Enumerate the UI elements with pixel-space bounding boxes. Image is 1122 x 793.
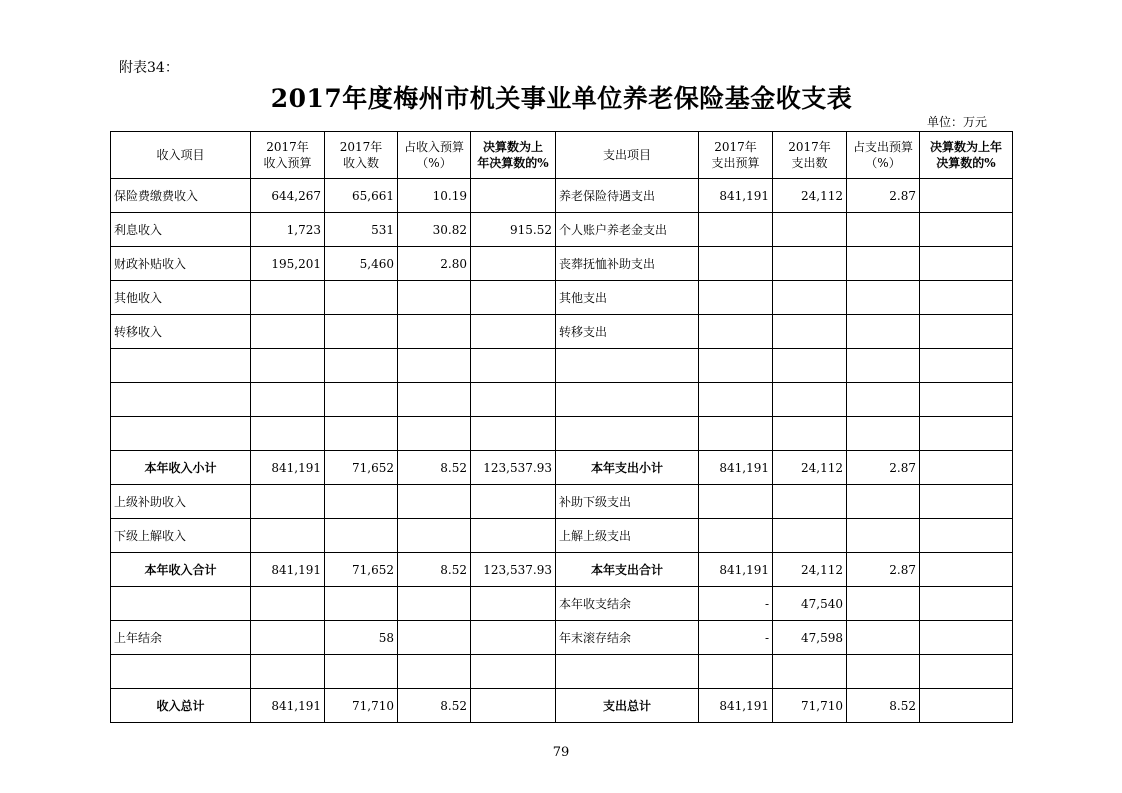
income-budget-cell xyxy=(251,519,325,553)
income-pct-cell xyxy=(398,349,471,383)
header-expense-actual: 2017年 支出数 xyxy=(773,132,847,179)
expense-item-cell xyxy=(556,417,699,451)
income-pct-cell xyxy=(398,587,471,621)
expense-pct-cell xyxy=(847,621,920,655)
expense-pct-cell xyxy=(847,349,920,383)
income-actual-cell xyxy=(325,315,398,349)
expense-pct-cell xyxy=(847,247,920,281)
header-row xyxy=(111,132,1013,179)
expense-actual-cell xyxy=(773,655,847,689)
total-row xyxy=(111,451,1013,485)
income-item-cell: 收入总计 xyxy=(111,689,251,723)
table-row xyxy=(111,349,1013,383)
expense-pct-cell xyxy=(847,383,920,417)
income-actual-cell: 531 xyxy=(325,213,398,247)
income-item-cell: 财政补贴收入 xyxy=(111,247,251,281)
income-pct-cell xyxy=(398,655,471,689)
expense-ratio-cell xyxy=(920,281,1013,315)
expense-ratio-cell xyxy=(920,621,1013,655)
total-row xyxy=(111,689,1013,723)
expense-pct-cell xyxy=(847,655,920,689)
expense-item-cell: 本年支出合计 xyxy=(556,553,699,587)
income-item-cell xyxy=(111,349,251,383)
income-budget-cell xyxy=(251,315,325,349)
income-ratio-cell xyxy=(471,621,556,655)
table-row xyxy=(111,621,1013,655)
expense-ratio-cell xyxy=(920,689,1013,723)
expense-item-cell: 其他支出 xyxy=(556,281,699,315)
expense-ratio-cell xyxy=(920,247,1013,281)
income-actual-cell xyxy=(325,519,398,553)
expense-ratio-cell xyxy=(920,349,1013,383)
expense-ratio-cell xyxy=(920,417,1013,451)
income-pct-cell: 30.82 xyxy=(398,213,471,247)
income-actual-cell: 5,460 xyxy=(325,247,398,281)
income-ratio-cell xyxy=(471,349,556,383)
income-item-cell xyxy=(111,587,251,621)
expense-budget-cell xyxy=(699,655,773,689)
expense-actual-cell: 24,112 xyxy=(773,553,847,587)
income-pct-cell xyxy=(398,315,471,349)
income-pct-cell xyxy=(398,485,471,519)
expense-item-cell: 本年支出小计 xyxy=(556,451,699,485)
expense-budget-cell xyxy=(699,315,773,349)
income-actual-cell: 71,652 xyxy=(325,451,398,485)
income-budget-cell xyxy=(251,281,325,315)
expense-actual-cell: 71,710 xyxy=(773,689,847,723)
expense-actual-cell xyxy=(773,281,847,315)
expense-budget-cell xyxy=(699,281,773,315)
income-budget-cell xyxy=(251,587,325,621)
header-income-item: 收入项目 xyxy=(111,132,251,179)
expense-item-cell: 个人账户养老金支出 xyxy=(556,213,699,247)
income-ratio-cell xyxy=(471,689,556,723)
expense-ratio-cell xyxy=(920,451,1013,485)
income-budget-cell xyxy=(251,485,325,519)
income-budget-cell xyxy=(251,383,325,417)
expense-budget-cell xyxy=(699,383,773,417)
income-budget-cell: 1,723 xyxy=(251,213,325,247)
income-actual-cell xyxy=(325,281,398,315)
expense-pct-cell: 2.87 xyxy=(847,451,920,485)
expense-budget-cell xyxy=(699,417,773,451)
income-pct-cell: 10.19 xyxy=(398,179,471,213)
table-row xyxy=(111,587,1013,621)
income-actual-cell: 65,661 xyxy=(325,179,398,213)
expense-item-cell: 养老保险待遇支出 xyxy=(556,179,699,213)
expense-item-cell: 丧葬抚恤补助支出 xyxy=(556,247,699,281)
expense-item-cell: 转移支出 xyxy=(556,315,699,349)
expense-item-cell xyxy=(556,655,699,689)
income-actual-cell: 71,710 xyxy=(325,689,398,723)
expense-item-cell xyxy=(556,349,699,383)
income-pct-cell xyxy=(398,417,471,451)
expense-actual-cell xyxy=(773,383,847,417)
expense-pct-cell xyxy=(847,587,920,621)
expense-budget-cell: 841,191 xyxy=(699,689,773,723)
income-item-cell: 上年结余 xyxy=(111,621,251,655)
expense-budget-cell: - xyxy=(699,587,773,621)
income-pct-cell xyxy=(398,383,471,417)
income-budget-cell: 195,201 xyxy=(251,247,325,281)
table-row xyxy=(111,281,1013,315)
expense-actual-cell xyxy=(773,519,847,553)
table-row xyxy=(111,485,1013,519)
income-item-cell: 保险费缴费收入 xyxy=(111,179,251,213)
fund-table xyxy=(110,131,1013,723)
expense-actual-cell xyxy=(773,485,847,519)
expense-ratio-cell xyxy=(920,519,1013,553)
income-ratio-cell: 915.52 xyxy=(471,213,556,247)
expense-item-cell: 年末滚存结余 xyxy=(556,621,699,655)
header-income-actual: 2017年 收入数 xyxy=(325,132,398,179)
expense-actual-cell xyxy=(773,213,847,247)
header-expense-ratio: 决算数为上年 决算数的% xyxy=(920,132,1013,179)
income-budget-cell: 841,191 xyxy=(251,553,325,587)
page-number: 79 xyxy=(552,745,570,760)
income-ratio-cell xyxy=(471,281,556,315)
expense-ratio-cell xyxy=(920,213,1013,247)
expense-budget-cell xyxy=(699,519,773,553)
expense-budget-cell: 841,191 xyxy=(699,553,773,587)
expense-pct-cell: 2.87 xyxy=(847,553,920,587)
income-ratio-cell xyxy=(471,587,556,621)
header-income-budget: 2017年 收入预算 xyxy=(251,132,325,179)
income-pct-cell: 2.80 xyxy=(398,247,471,281)
table-row xyxy=(111,655,1013,689)
income-item-cell: 转移收入 xyxy=(111,315,251,349)
expense-actual-cell: 24,112 xyxy=(773,179,847,213)
income-budget-cell xyxy=(251,621,325,655)
income-ratio-cell xyxy=(471,383,556,417)
expense-actual-cell xyxy=(773,315,847,349)
expense-budget-cell: 841,191 xyxy=(699,451,773,485)
income-item-cell xyxy=(111,383,251,417)
total-row xyxy=(111,553,1013,587)
income-pct-cell: 8.52 xyxy=(398,451,471,485)
expense-budget-cell xyxy=(699,349,773,383)
income-budget-cell: 644,267 xyxy=(251,179,325,213)
expense-ratio-cell xyxy=(920,587,1013,621)
income-ratio-cell xyxy=(471,315,556,349)
header-expense-budget: 2017年 支出预算 xyxy=(699,132,773,179)
income-actual-cell xyxy=(325,587,398,621)
unit-label: 单位：万元 xyxy=(926,115,987,129)
income-pct-cell xyxy=(398,519,471,553)
table-body xyxy=(111,132,1013,723)
income-item-cell xyxy=(111,417,251,451)
expense-pct-cell xyxy=(847,315,920,349)
expense-pct-cell: 2.87 xyxy=(847,179,920,213)
income-actual-cell: 71,652 xyxy=(325,553,398,587)
expense-ratio-cell xyxy=(920,485,1013,519)
expense-item-cell: 支出总计 xyxy=(556,689,699,723)
income-budget-cell xyxy=(251,349,325,383)
expense-actual-cell xyxy=(773,247,847,281)
income-item-cell: 下级上解收入 xyxy=(111,519,251,553)
income-actual-cell xyxy=(325,383,398,417)
income-ratio-cell xyxy=(471,179,556,213)
income-item-cell: 上级补助收入 xyxy=(111,485,251,519)
income-actual-cell xyxy=(325,485,398,519)
table-row xyxy=(111,417,1013,451)
expense-budget-cell xyxy=(699,213,773,247)
income-ratio-cell xyxy=(471,655,556,689)
table-row xyxy=(111,247,1013,281)
table-row xyxy=(111,519,1013,553)
table-row xyxy=(111,179,1013,213)
income-actual-cell: 58 xyxy=(325,621,398,655)
income-budget-cell: 841,191 xyxy=(251,689,325,723)
income-ratio-cell xyxy=(471,519,556,553)
expense-pct-cell xyxy=(847,485,920,519)
income-item-cell: 本年收入合计 xyxy=(111,553,251,587)
income-item-cell: 利息收入 xyxy=(111,213,251,247)
income-item-cell: 其他收入 xyxy=(111,281,251,315)
income-ratio-cell: 123,537.93 xyxy=(471,451,556,485)
header-income-ratio: 决算数为上 年决算数的% xyxy=(471,132,556,179)
expense-item-cell: 补助下级支出 xyxy=(556,485,699,519)
income-actual-cell xyxy=(325,655,398,689)
income-ratio-cell xyxy=(471,417,556,451)
table-row xyxy=(111,383,1013,417)
expense-actual-cell: 47,540 xyxy=(773,587,847,621)
expense-budget-cell xyxy=(699,247,773,281)
expense-ratio-cell xyxy=(920,553,1013,587)
header-expense-item: 支出项目 xyxy=(556,132,699,179)
income-actual-cell xyxy=(325,417,398,451)
expense-ratio-cell xyxy=(920,179,1013,213)
table-row xyxy=(111,315,1013,349)
expense-pct-cell xyxy=(847,519,920,553)
income-ratio-cell xyxy=(471,485,556,519)
expense-ratio-cell xyxy=(920,315,1013,349)
income-ratio-cell xyxy=(471,247,556,281)
expense-budget-cell: - xyxy=(699,621,773,655)
income-budget-cell xyxy=(251,417,325,451)
expense-pct-cell xyxy=(847,213,920,247)
expense-actual-cell xyxy=(773,349,847,383)
expense-budget-cell xyxy=(699,485,773,519)
expense-pct-cell xyxy=(847,281,920,315)
expense-item-cell xyxy=(556,383,699,417)
income-pct-cell xyxy=(398,621,471,655)
expense-actual-cell xyxy=(773,417,847,451)
expense-ratio-cell xyxy=(920,655,1013,689)
income-actual-cell xyxy=(325,349,398,383)
header-expense-pct: 占支出预算 （%） xyxy=(847,132,920,179)
expense-actual-cell: 24,112 xyxy=(773,451,847,485)
header-income-pct: 占收入预算 （%） xyxy=(398,132,471,179)
income-item-cell xyxy=(111,655,251,689)
table-row xyxy=(111,213,1013,247)
income-ratio-cell: 123,537.93 xyxy=(471,553,556,587)
income-budget-cell xyxy=(251,655,325,689)
income-budget-cell: 841,191 xyxy=(251,451,325,485)
expense-item-cell: 上解上级支出 xyxy=(556,519,699,553)
income-pct-cell: 8.52 xyxy=(398,553,471,587)
expense-ratio-cell xyxy=(920,383,1013,417)
appendix-label: 附表34： xyxy=(119,60,179,76)
expense-actual-cell: 47,598 xyxy=(773,621,847,655)
expense-budget-cell: 841,191 xyxy=(699,179,773,213)
income-item-cell: 本年收入小计 xyxy=(111,451,251,485)
expense-pct-cell xyxy=(847,417,920,451)
page-title: 2017年度梅州市机关事业单位养老保险基金收支表 xyxy=(270,84,853,113)
income-pct-cell: 8.52 xyxy=(398,689,471,723)
income-pct-cell xyxy=(398,281,471,315)
expense-item-cell: 本年收支结余 xyxy=(556,587,699,621)
expense-pct-cell: 8.52 xyxy=(847,689,920,723)
